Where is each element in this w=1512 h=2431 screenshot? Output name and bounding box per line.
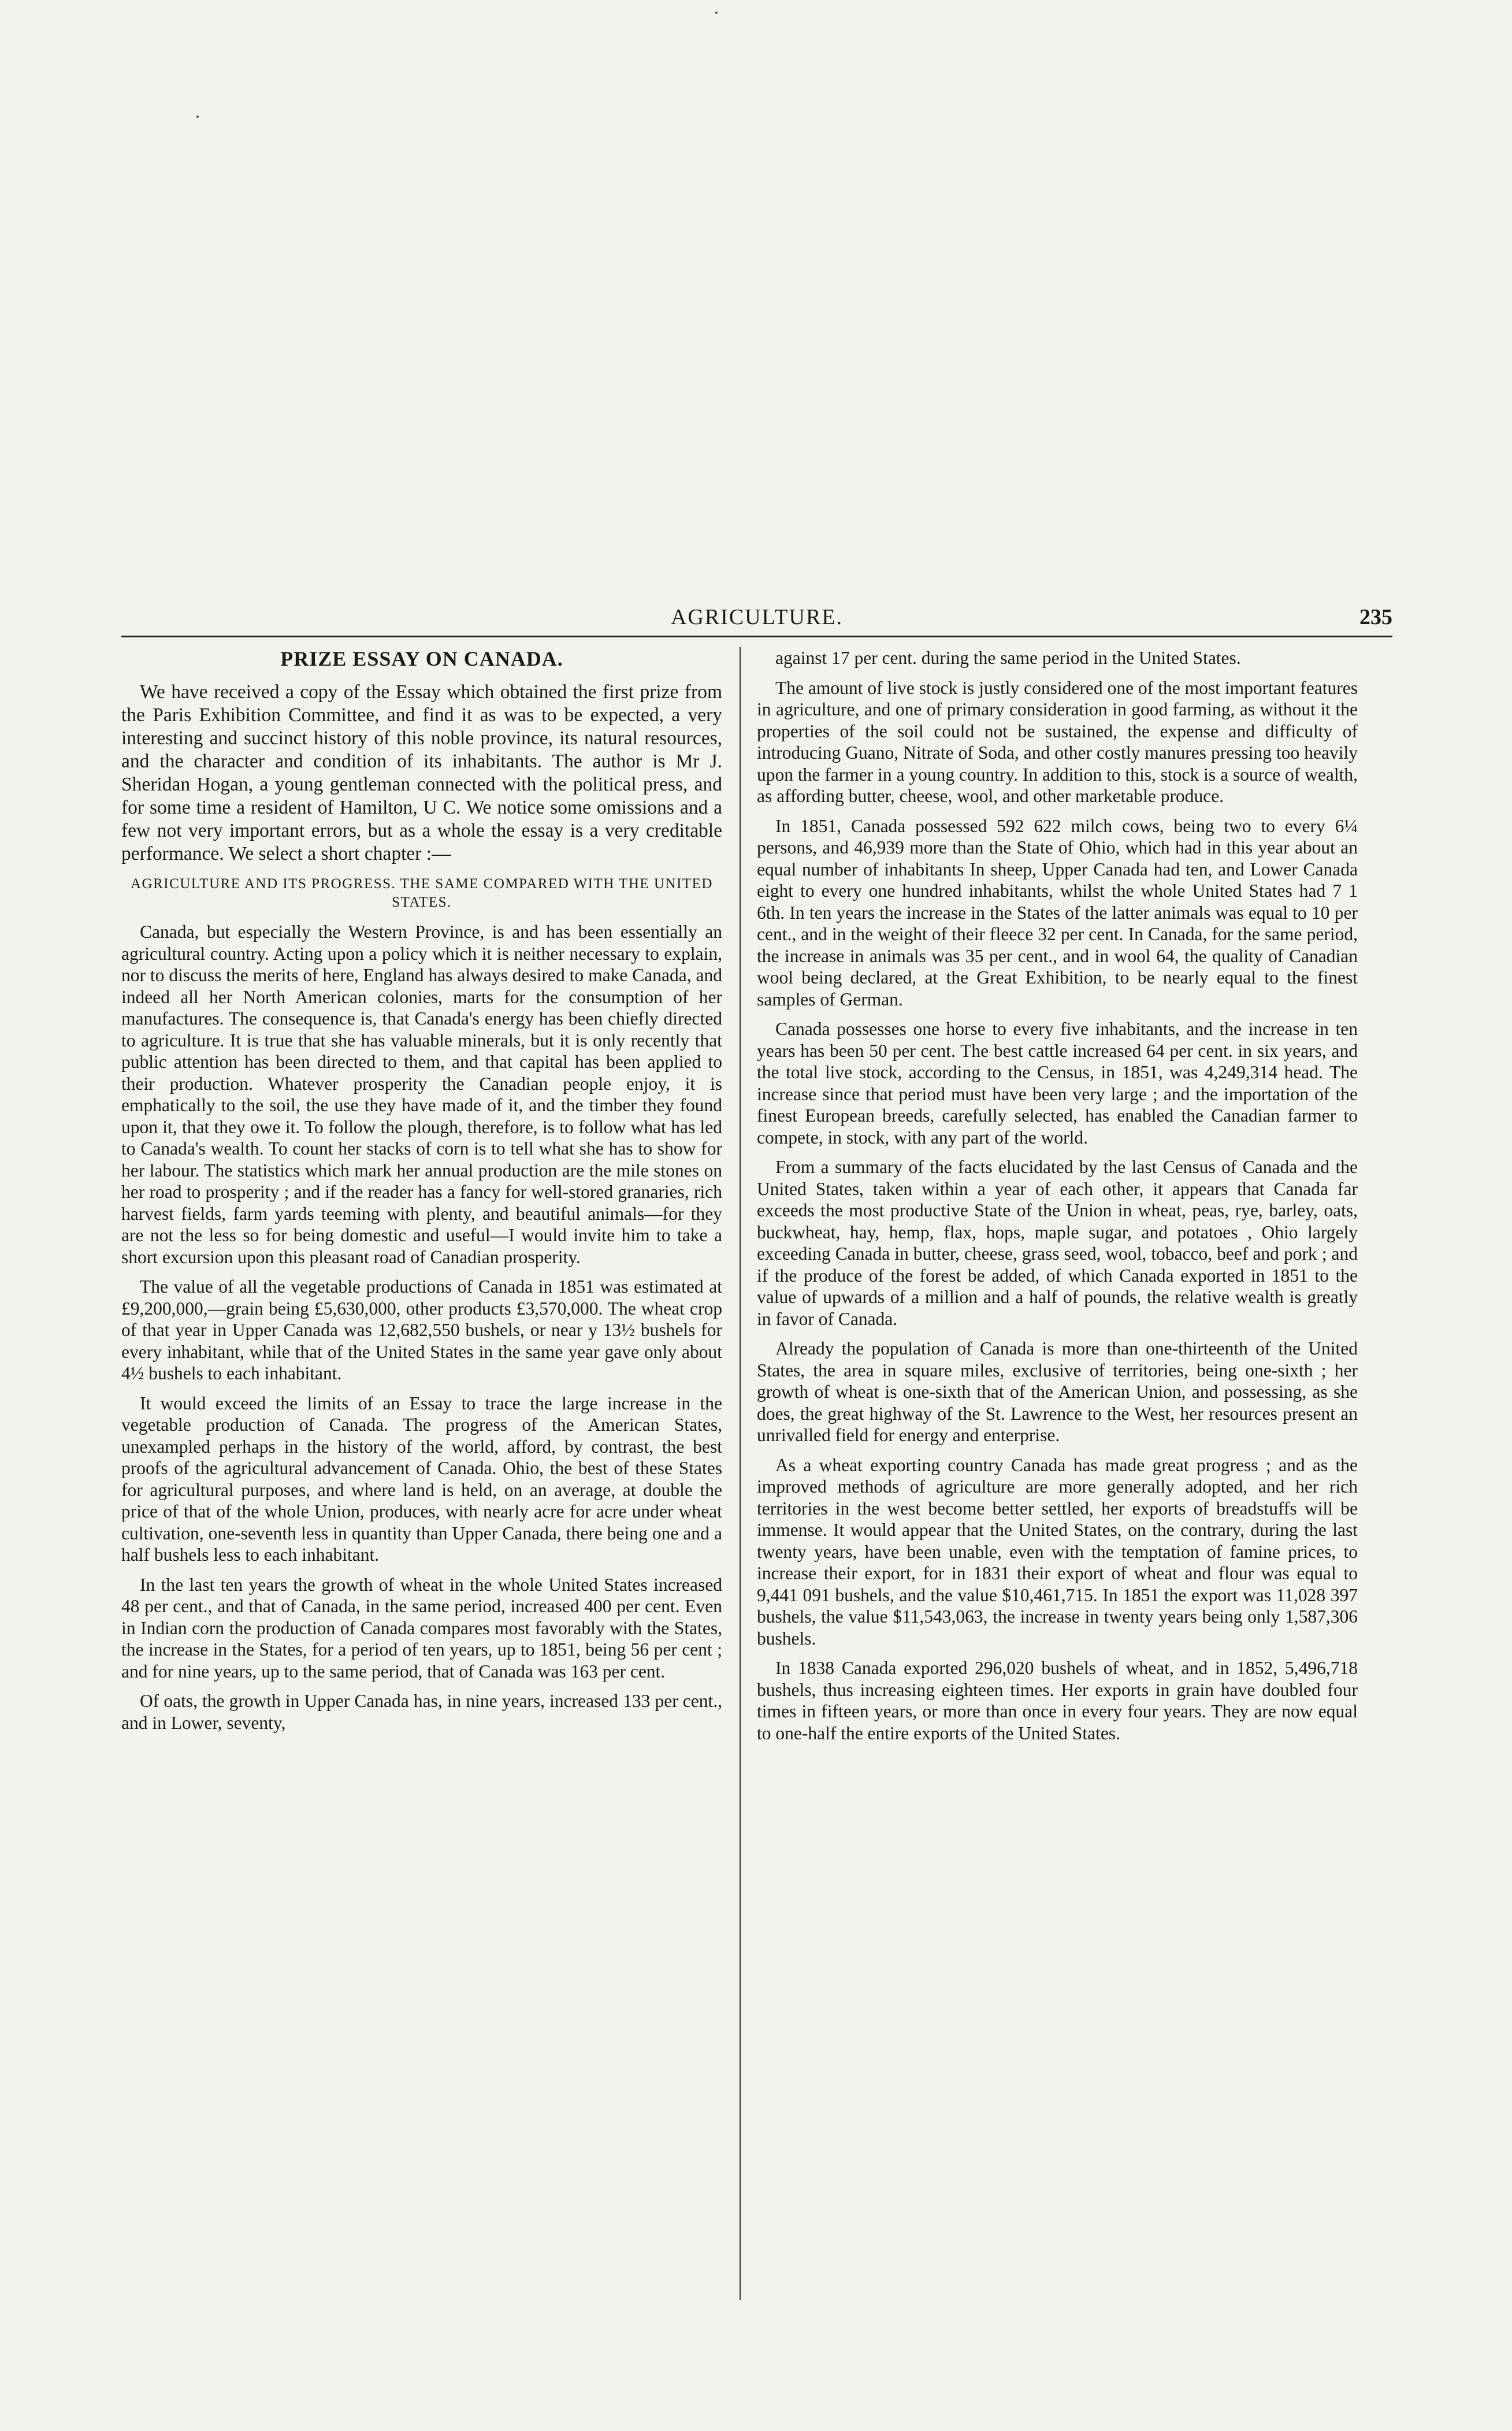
chapter-subhead: AGRICULTURE AND ITS PROGRESS. THE SAME COMPARED WITH THE UNITED STATES. — [130, 876, 713, 910]
right-column — [757, 647, 1358, 2300]
body-paragraph: In 1851, Canada possessed 592 622 milch cows, being two to every 6¼ persons, and 46,939 more than the State of Ohio, which had in this year about an equal number of inhabitants In sheep, Upper Canada had ten, and Lower Canada eight to every one hundred inhabitants, whilst the whole United States had 7 1 6th. In ten years the increase in the States of the latter animals was equal to 10 per cent., and in the weight of their fleece 32 per cent. In Canada, for the same period, the increase in animals was 35 per cent., and in wool 64, the quality of Canadian wool being declared, at the Great Exhibition, to be nearly equal to the finest samples of German. — [757, 815, 1358, 1009]
body-paragraph: From a summary of the facts elucidated by the last Census of Canada and the United States, taken within a year of each other, it appears that Canada far exceeds the most productive State of the Union in wheat, peas, rye, barley, oats, buckwheat, hay, hemp, flax, hops, maple sugar, and potatoes , Ohio largely exceeding Canada in butter, cheese, grass seed, wool, tobacco, beef and pork ; and if the produce of the forest be added, of which Canada exported in 1851 to the value of upwards of a million and a half of pounds, the relative wealth is greatly in favor of Canada. — [757, 1157, 1358, 1329]
body-paragraph: Already the population of Canada is more than one-thirteenth of the United States, the area in square miles, exclusive of territories, being one-sixth ; her growth of wheat is one-sixth that of the American Union, and possessing, as she does, the great highway of the St. Lawrence to the West, her resources present an unrivalled field for energy and enterprise. — [757, 1338, 1358, 1445]
paper-speck — [715, 12, 718, 14]
paper-speck — [196, 116, 199, 118]
body-paragraph: against 17 per cent. during the same period in the United States. — [775, 648, 1241, 668]
body-paragraph: Canada, but especially the Western Province, is and has been essentially an agricultural country. Acting upon a policy which it is neither necessary to explain, nor to discuss the merits of here, England has always desired to make Canada, and indeed all her North American colonies, marts for the consumption of her manufactures. The consequence is, that Canada's energy has been chiefly directed to agriculture. It is true that she has valuable minerals, but it is only recently that public attention has been directed to them, and that capital has been applied to their production. Whatever prosperity the Canadian people enjoy, it is emphatically to the soil, the use they have made of it, and the timber they found upon it, that they owe it. To follow the plough, therefore, is to follow what has led to Canada's wealth. To count her stacks of corn is to tell what she has to show for her labour. The statistics which mark her annual production are the mile stones on her road to prosperity ; and if the reader has a fancy for well-stored granaries, rich harvest fields, farm yards teeming with plenty, and beautiful animals—for they are not the less so for being domestic and useful—I would invite him to take a short excursion upon this pleasant road of Canadian prosperity. — [121, 922, 722, 1267]
body-paragraph: In the last ten years the growth of wheat in the whole United States increased 48 per cent., and that of Canada, in the same period, increased 400 per cent. Even in Indian corn the production of Canada compares most favorably with the States, the increase in the States, for a period of ten years, up to 1851, being 56 per cent ; and for nine years, up to the same period, that of Canada was 163 per cent. — [121, 1574, 722, 1682]
page-number: 235 — [1359, 605, 1392, 629]
body-paragraph: As a wheat exporting country Canada has made great progress ; and as the improved methods of agriculture are more generally adopted, and her rich territories in the west become better settled, her exports of breadstuffs will be immense. It would appear that the United States, on the contrary, during the last twenty years, have been unable, even with the temptation of famine prices, to increase their export, for in 1831 their export of wheat and flour was equal to 9,441 091 bushels, and the value $10,461,715. In 1851 the export was 11,028 397 bushels, the value $11,543,063, the increase in twenty years being only 1,587,306 bushels. — [757, 1454, 1358, 1649]
body-paragraph: In 1838 Canada exported 296,020 bushels of wheat, and in 1852, 5,496,718 bushels, thus increasing eighteen times. Her exports in grain have doubled four times in fifteen years, or more than once in every four years. They are now equal to one-half the entire exports of the United States. — [757, 1658, 1358, 1743]
body-paragraph: The amount of live stock is justly considered one of the most important features in agriculture, and one of primary consideration in good farming, as without it the properties of the soil could not be sustained, the expense and difficulty of introducing Guano, Nitrate of Soda, and other costly manures pressing too heavily upon the farmer in a young country. In addition to this, stock is a source of wealth, as affording butter, cheese, wool, and other marketable produce. — [757, 677, 1358, 806]
body-paragraph: Of oats, the growth in Upper Canada has, in nine years, increased 133 per cent., and in Lower, seventy, — [121, 1691, 722, 1733]
page-header — [121, 601, 1392, 637]
left-column — [121, 647, 722, 2300]
body-paragraph: The value of all the vegetable productions of Canada in 1851 was estimated at £9,200,000,—grain being £5,630,000, other products £3,570,000. The wheat crop of that year in Upper Canada was 12,682,550 bushels, or near y 13½ bushels for every inhabitant, while that of the United States in the same year gave only about 4½ bushels to each inhabitant. — [121, 1276, 722, 1383]
running-title: AGRICULTURE. — [670, 605, 844, 629]
newspaper-page — [121, 601, 1392, 2311]
body-paragraph: It would exceed the limits of an Essay to trace the large increase in the vegetable production of Canada. The progress of the American States, unexampled perhaps in the history of the world, afford, by contrast, the best proofs of the agricultural advancement of Canada. Ohio, the best of these States for agricultural purposes, and where land is held, on an average, at double the price of that of the whole Union, produces, with nearly acre for acre under wheat cultivation, one-seventh less in quantity than Upper Canada, there being one and a half bushels less to each inhabitant. — [121, 1393, 722, 1565]
body-paragraph: Canada possesses one horse to every five inhabitants, and the increase in ten years has been 50 per cent. The best cattle increased 64 per cent. in six years, and the total live stock, according to the Census, in 1851, was 4,249,314 head. The increase since that period must have been very large ; and the importation of the finest European breeds, carefully selected, has enabled the Canadian farmer to compete, in stock, with any part of the world. — [757, 1019, 1358, 1148]
intro-paragraph: We have received a copy of the Essay which obtained the first prize from the Paris Exhibition Committee, and find it as was to be expected, a very interesting and succinct history of this noble province, its natural resources, and the character and condition of its inhabitants. The author is Mr J. Sheridan Hogan, a young gentleman connected with the political press, and for some time a resident of Hamilton, U C. We notice some omissions and a few not very important errors, but as a whole the essay is a very creditable performance. We select a short chapter :— — [121, 681, 722, 864]
essay-title: PRIZE ESSAY ON CANADA. — [280, 647, 563, 670]
column-rule — [740, 647, 741, 2300]
